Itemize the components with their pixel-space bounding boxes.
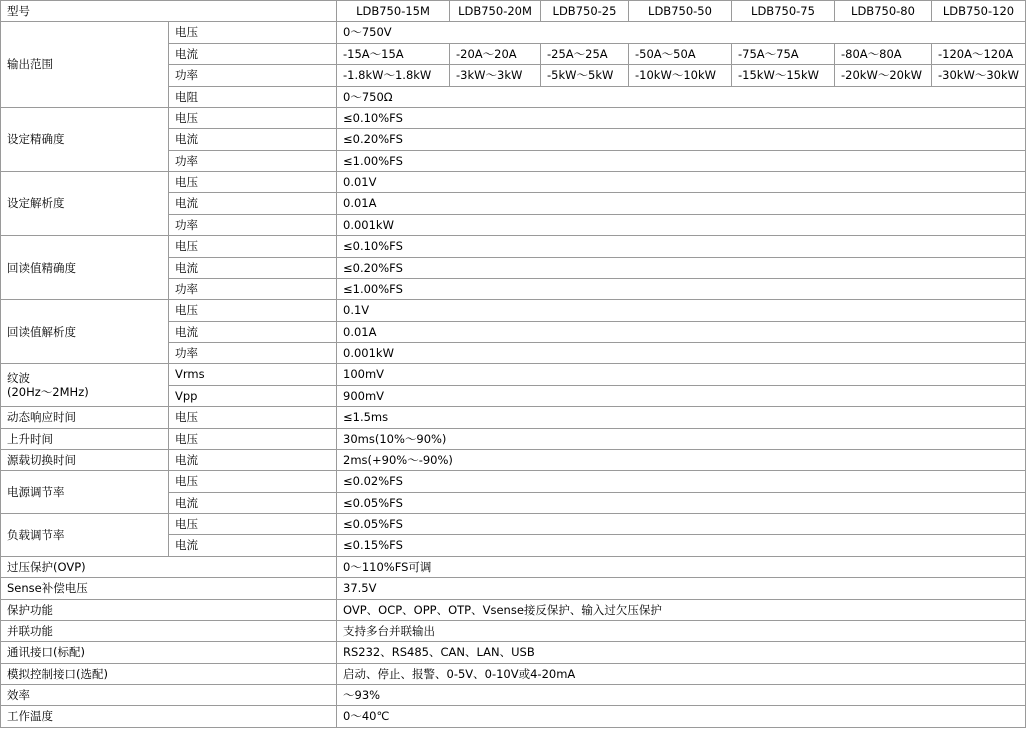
value-cell: ≤1.5ms: [337, 407, 1026, 428]
value-cell: 0.01A: [337, 321, 1026, 342]
subcategory-label: 功率: [169, 278, 337, 299]
table-row: [1, 514, 1026, 535]
table-header-row: [1, 1, 1026, 22]
value-cell: -10kW～10kW: [629, 65, 732, 86]
value-cell: 37.5V: [337, 578, 1026, 599]
value-cell: ≤0.20%FS: [337, 257, 1026, 278]
category-label: 动态响应时间: [1, 407, 169, 428]
category-label: 效率: [1, 685, 337, 706]
table-row: [1, 172, 1026, 193]
category-label: 输出范围: [1, 22, 169, 108]
category-label: 回读值解析度: [1, 300, 169, 364]
value-cell: 0.01V: [337, 172, 1026, 193]
table-row: [1, 663, 1026, 684]
value-cell: -80A～80A: [835, 43, 932, 64]
subcategory-label: 电流: [169, 321, 337, 342]
subcategory-label: 电压: [169, 514, 337, 535]
value-cell: ≤0.20%FS: [337, 129, 1026, 150]
header-model-4: LDB750-50: [629, 1, 732, 22]
value-cell: -20A～20A: [450, 43, 541, 64]
value-cell: ≤1.00%FS: [337, 278, 1026, 299]
value-cell: -1.8kW～1.8kW: [337, 65, 450, 86]
value-cell: -120A～120A: [932, 43, 1026, 64]
table-row: [1, 642, 1026, 663]
value-cell: -30kW～30kW: [932, 65, 1026, 86]
subcategory-label: 电流: [169, 449, 337, 470]
value-cell: 0～750Ω: [337, 86, 1026, 107]
value-cell: 启动、停止、报警、0-5V、0-10V或4-20mA: [337, 663, 1026, 684]
table-row: [1, 620, 1026, 641]
value-cell: -3kW～3kW: [450, 65, 541, 86]
value-cell: ～93%: [337, 685, 1026, 706]
header-model-5: LDB750-75: [732, 1, 835, 22]
subcategory-label: 功率: [169, 65, 337, 86]
value-cell: 0～750V: [337, 22, 1026, 43]
subcategory-label: Vrms: [169, 364, 337, 385]
value-cell: ≤0.02%FS: [337, 471, 1026, 492]
category-label: Sense补偿电压: [1, 578, 337, 599]
value-cell: 2ms(+90%～-90%): [337, 449, 1026, 470]
table-row: [1, 599, 1026, 620]
value-cell: 0.001kW: [337, 343, 1026, 364]
value-cell: 900mV: [337, 385, 1026, 406]
subcategory-label: 电流: [169, 257, 337, 278]
subcategory-label: 电流: [169, 129, 337, 150]
value-cell: 0～40℃: [337, 706, 1026, 727]
category-label: 工作温度: [1, 706, 337, 727]
table-row: [1, 300, 1026, 321]
value-cell: ≤0.15%FS: [337, 535, 1026, 556]
value-cell: -20kW～20kW: [835, 65, 932, 86]
category-label: 通讯接口(标配): [1, 642, 337, 663]
value-cell: RS232、RS485、CAN、LAN、USB: [337, 642, 1026, 663]
category-label: 保护功能: [1, 599, 337, 620]
value-cell: 0.1V: [337, 300, 1026, 321]
category-label: 设定解析度: [1, 172, 169, 236]
subcategory-label: 电压: [169, 428, 337, 449]
table-row: [1, 428, 1026, 449]
category-label: 设定精确度: [1, 107, 169, 171]
value-cell: 支持多台并联输出: [337, 620, 1026, 641]
value-cell: -5kW～5kW: [541, 65, 629, 86]
value-cell: ≤0.05%FS: [337, 514, 1026, 535]
header-model-7: LDB750-120: [932, 1, 1026, 22]
value-cell: 0.001kW: [337, 214, 1026, 235]
header-model-2: LDB750-20M: [450, 1, 541, 22]
value-cell: 0.01A: [337, 193, 1026, 214]
table-row: [1, 407, 1026, 428]
value-cell: OVP、OCP、OPP、OTP、Vsense接反保护、输入过欠压保护: [337, 599, 1026, 620]
header-model-6: LDB750-80: [835, 1, 932, 22]
subcategory-label: 功率: [169, 343, 337, 364]
value-cell: -75A～75A: [732, 43, 835, 64]
subcategory-label: 电流: [169, 492, 337, 513]
value-cell: -50A～50A: [629, 43, 732, 64]
value-cell: -25A～25A: [541, 43, 629, 64]
table-row: [1, 578, 1026, 599]
header-model-3: LDB750-25: [541, 1, 629, 22]
value-cell: ≤0.10%FS: [337, 236, 1026, 257]
value-cell: -15A～15A: [337, 43, 450, 64]
category-label: 电源调节率: [1, 471, 169, 514]
value-cell: ≤0.10%FS: [337, 107, 1026, 128]
value-cell: 0～110%FS可调: [337, 556, 1026, 577]
value-cell: ≤1.00%FS: [337, 150, 1026, 171]
header-label-model: 型号: [1, 1, 337, 22]
category-label: 模拟控制接口(选配): [1, 663, 337, 684]
category-label: 上升时间: [1, 428, 169, 449]
table-row: [1, 471, 1026, 492]
category-label: 回读值精确度: [1, 236, 169, 300]
subcategory-label: 电压: [169, 236, 337, 257]
category-label: 源载切换时间: [1, 449, 169, 470]
category-label: 并联功能: [1, 620, 337, 641]
subcategory-label: Vpp: [169, 385, 337, 406]
table-row: [1, 364, 1026, 385]
table-row: [1, 236, 1026, 257]
table-row: [1, 449, 1026, 470]
category-label: 过压保护(OVP): [1, 556, 337, 577]
value-cell: 30ms(10%～90%): [337, 428, 1026, 449]
table-row: [1, 107, 1026, 128]
subcategory-label: 电压: [169, 407, 337, 428]
subcategory-label: 电压: [169, 22, 337, 43]
category-label: 纹波 (20Hz～2MHz): [1, 364, 169, 407]
subcategory-label: 电压: [169, 107, 337, 128]
subcategory-label: 电阻: [169, 86, 337, 107]
table-row: [1, 556, 1026, 577]
subcategory-label: 功率: [169, 150, 337, 171]
category-label: 负载调节率: [1, 514, 169, 557]
table-row: [1, 685, 1026, 706]
header-model-1: LDB750-15M: [337, 1, 450, 22]
subcategory-label: 电压: [169, 300, 337, 321]
subcategory-label: 电流: [169, 535, 337, 556]
subcategory-label: 电压: [169, 471, 337, 492]
subcategory-label: 电流: [169, 43, 337, 64]
value-cell: ≤0.05%FS: [337, 492, 1026, 513]
table-row: [1, 706, 1026, 727]
subcategory-label: 电流: [169, 193, 337, 214]
subcategory-label: 功率: [169, 214, 337, 235]
table-row: [1, 22, 1026, 43]
subcategory-label: 电压: [169, 172, 337, 193]
value-cell: 100mV: [337, 364, 1026, 385]
value-cell: -15kW～15kW: [732, 65, 835, 86]
